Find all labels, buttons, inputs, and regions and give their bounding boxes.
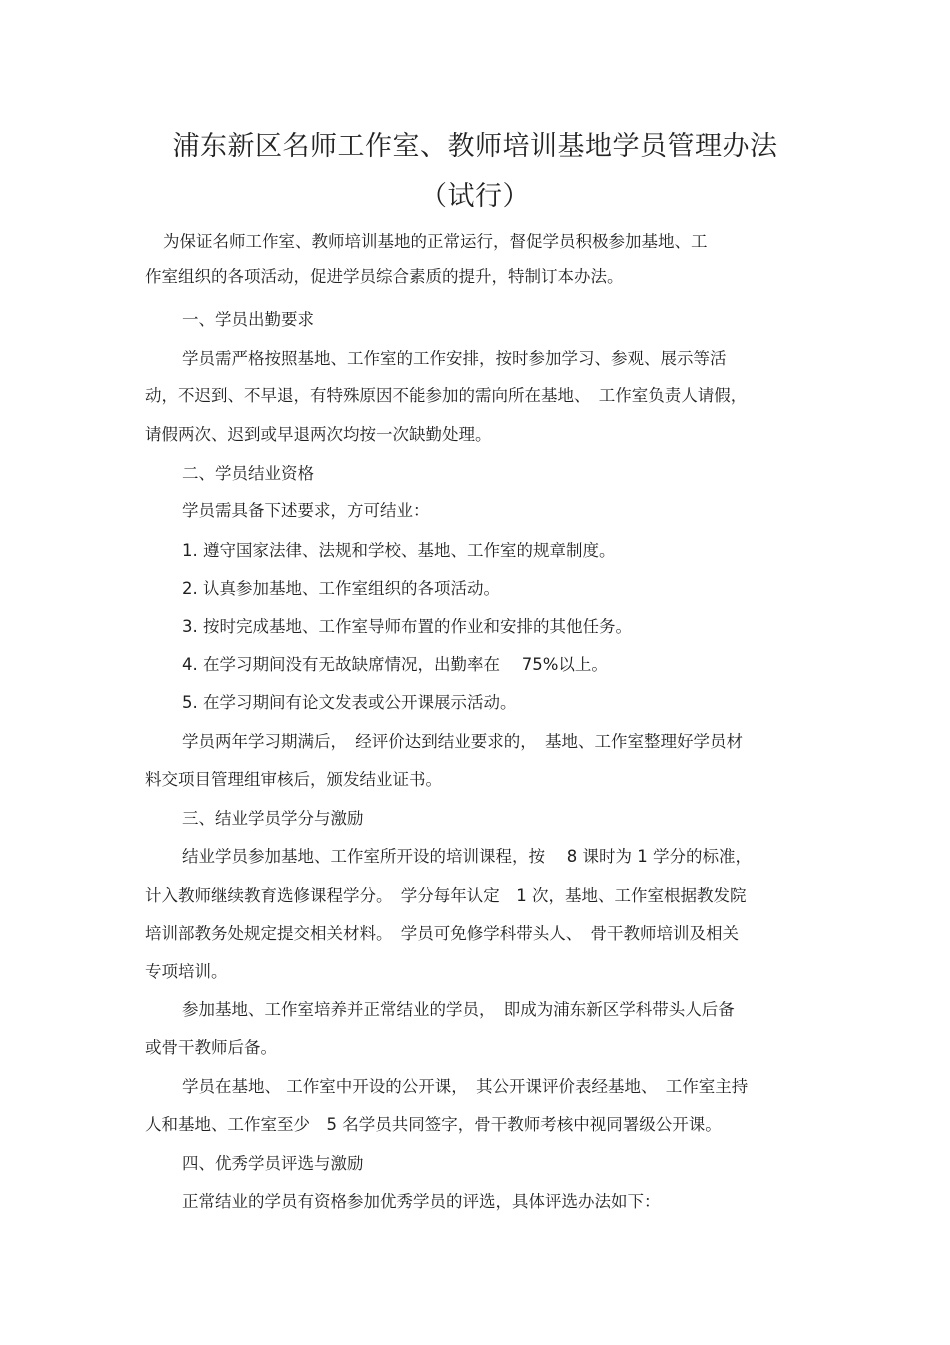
section-heading-3: 三、结业学员学分与激励 [182,809,364,828]
paragraph-line: 动，不迟到、不早退，有特殊原因不能参加的需向所在基地、 工作室负责人请假， [145,386,748,405]
list-item: 3. 按时完成基地、工作室导师布置的作业和安排的其他任务。 [182,617,632,636]
document-title: 浦东新区名师工作室、教师培训基地学员管理办法 [172,131,778,162]
paragraph-line: 培训部教务处规定提交相关材料。 学员可免修学科带头人、 骨干教师培训及相关 [145,924,739,943]
section-heading-1: 一、学员出勤要求 [182,310,314,329]
paragraph-line: 专项培训。 [145,962,228,981]
paragraph-line: 正常结业的学员有资格参加优秀学员的评选，具体评选办法如下： [182,1192,661,1211]
paragraph-line: 料交项目管理组审核后，颁发结业证书。 [145,770,442,789]
paragraph-line: 计入教师继续教育选修课程学分。 学分每年认定 1 次，基地、工作室根据教发院 [145,886,747,905]
paragraph-line: 请假两次、迟到或早退两次均按一次缺勤处理。 [145,425,492,444]
list-item: 4. 在学习期间没有无故缺席情况，出勤率在 75%以上。 [182,655,608,674]
paragraph-line: 学员需严格按照基地、工作室的工作安排，按时参加学习、参观、展示等活 [182,349,727,368]
paragraph-line: 学员在基地、 工作室中开设的公开课， 其公开课评价表经基地、 工作室主持 [182,1077,749,1096]
intro-line-2: 作室组织的各项活动，促进学员综合素质的提升，特制订本办法。 [145,267,624,286]
section-heading-4: 四、优秀学员评选与激励 [182,1154,364,1173]
list-item: 2. 认真参加基地、工作室组织的各项活动。 [182,579,500,598]
intro-line-1: 为保证名师工作室、教师培训基地的正常运行，督促学员积极参加基地、工 [163,232,708,251]
paragraph-line: 或骨干教师后备。 [145,1038,277,1057]
paragraph-line: 结业学员参加基地、工作室所开设的培训课程，按 8 课时为 1 学分的标准， [182,847,752,866]
paragraph-line: 人和基地、工作室至少 5 名学员共同签字，骨干教师考核中视同署级公开课。 [145,1115,722,1134]
list-item: 1. 遵守国家法律、法规和学校、基地、工作室的规章制度。 [182,541,616,560]
section-heading-2: 二、学员结业资格 [182,464,314,483]
paragraph-line: 参加基地、工作室培养并正常结业的学员， 即成为浦东新区学科带头人后备 [182,1000,735,1019]
paragraph-line: 学员需具备下述要求，方可结业： [182,501,430,520]
paragraph-line: 学员两年学习期满后， 经评价达到结业要求的， 基地、工作室整理好学员材 [182,732,743,751]
list-item: 5. 在学习期间有论文发表或公开课展示活动。 [182,693,517,712]
document-subtitle: （试行） [420,181,530,212]
